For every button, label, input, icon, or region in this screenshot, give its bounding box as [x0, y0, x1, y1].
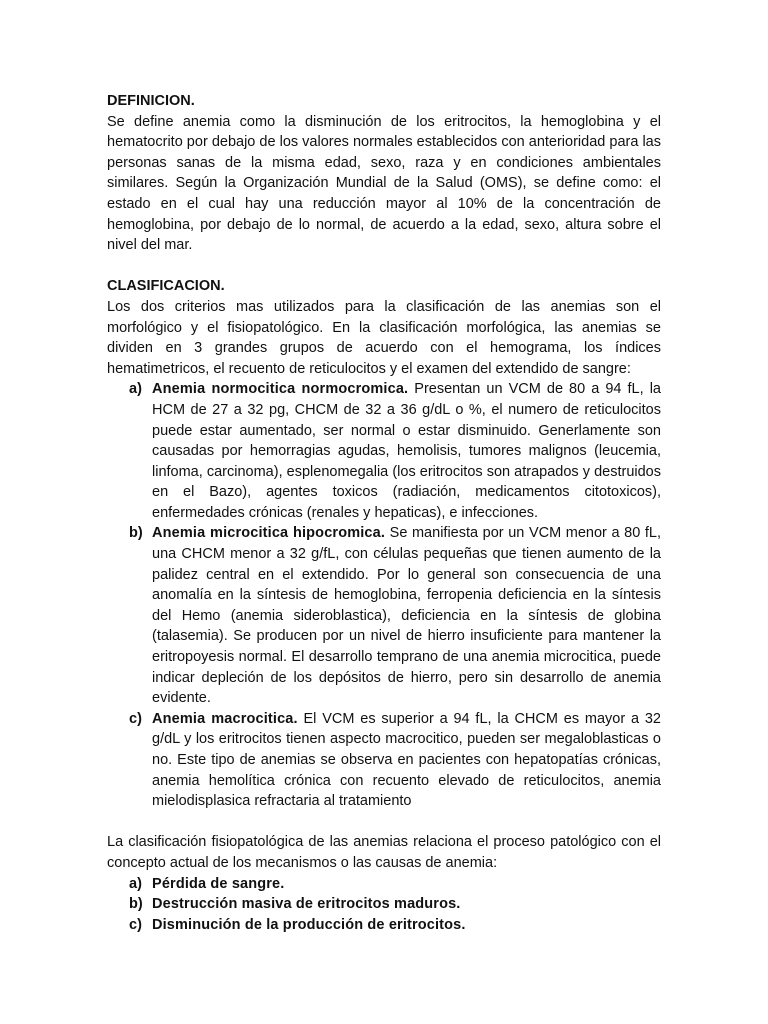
- list-item-macrocitica: [107, 709, 661, 812]
- section-spacer: [107, 256, 661, 277]
- list-marker: c): [129, 916, 142, 933]
- document-page: [107, 91, 661, 935]
- list-item-normocitica: [107, 379, 661, 523]
- definicion-paragraph: Se define anemia como la disminución de los eritrocitos, la hemoglobina y el hematocrito por debajo de los valores normales establecidos con anterioridad para las personas sanas de la misma edad, sexo, raza y en condiciones ambientales similares. Según la Organización Mundial de la Salud (OMS), se define como: el estado en el cual hay una reducción mayor al 10% de la concentración de hemoglobina, por debajo de lo normal, de acuerdo a la edad, sexo, altura sobre el nivel del mar.: [107, 113, 661, 254]
- list-marker: b): [129, 896, 143, 913]
- list-item-lead: Anemia normocitica normocromica.: [152, 381, 409, 398]
- list-item-microcitica: [107, 523, 661, 708]
- list-item-text: Presentan un VCM de 80 a 94 fL, la HCM de 27 a 32 pg, CHCM de 32 a 36 g/dL o %, el numero de reticulocitos puede estar aumentado, ser normal o estar disminuido. Generlamente son causadas por hemorragias agudas, hemolisis, tumores malignos (leucemia, linfoma, carcinoma), esplenomegalia (los eritrocitos son atrapados y destruidos en el Bazo), agentes toxicos (radiación, medicamentos citotoxicos), enfermedades crónicas (renales y hepaticas), e infecciones.: [152, 381, 661, 521]
- fisiopatologica-list: [107, 874, 661, 936]
- list-item-text: Destrucción masiva de eritrocitos maduros.: [152, 896, 461, 913]
- list-marker: c): [129, 710, 142, 727]
- morfologica-list: [107, 379, 661, 811]
- clasificacion-intro: Los dos criterios mas utilizados para la clasificación de las anemias son el morfológico y el fisiopatológico. En la clasificación morfológica, las anemias se dividen en 3 grandes grupos de acuerdo con el hemograma, los índices hematimetricos, el recuento de reticulocitos y el examen del extendido de sangre:: [107, 298, 661, 377]
- list-marker: a): [129, 381, 142, 398]
- list-item-disminucion: [107, 915, 661, 936]
- fisiopatologica-intro: La clasificación fisiopatológica de las anemias relaciona el proceso patológico con el concepto actual de los mecanismos o las causas de anemia:: [107, 834, 661, 871]
- list-item-text: Pérdida de sangre.: [152, 875, 285, 892]
- list-marker: b): [129, 525, 143, 542]
- list-item-text: Disminución de la producción de eritrocitos.: [152, 916, 466, 933]
- list-item-text: El VCM es superior a 94 fL, la CHCM es mayor a 32 g/dL y los eritrocitos tienen aspecto macrocitico, pueden ser megaloblasticas o no. Este tipo de anemias se observa en pacientes con hepatopatías crónicas, anemia hemolítica crónica con recuento elevado de reticulocitos, anemia mielodisplasica refractaria al tratamiento: [152, 710, 662, 810]
- section-spacer: [107, 812, 661, 833]
- definicion-heading: DEFINICION.: [107, 93, 195, 109]
- list-item-lead: Anemia microcitica hipocromica.: [152, 525, 386, 542]
- list-item-text: Se manifiesta por un VCM menor a 80 fL, una CHCM menor a 32 g/fL, con células pequeñas que tienen aumento de la palidez central en el extendido. Por lo general son consecuencia de una anomalía en la síntesis de hemoglobina, ferropenia deficiencia en la síntesis del Hemo (anemia sideroblastica), deficiencia en la síntesis de globina (talasemia). Se producen por un nivel de hierro insuficiente para mantener la eritropoyesis normal. El desarrollo temprano de una anemia microcitica, puede indicar depleción de los depósitos de hierro, pero sin desarrollo de anemia evidente.: [152, 525, 661, 707]
- list-marker: a): [129, 875, 142, 892]
- list-item-lead: Anemia macrocitica.: [152, 710, 298, 727]
- list-item-destruccion: [107, 894, 661, 915]
- clasificacion-heading: CLASIFICACION.: [107, 278, 225, 295]
- list-item-perdida: [107, 874, 661, 895]
